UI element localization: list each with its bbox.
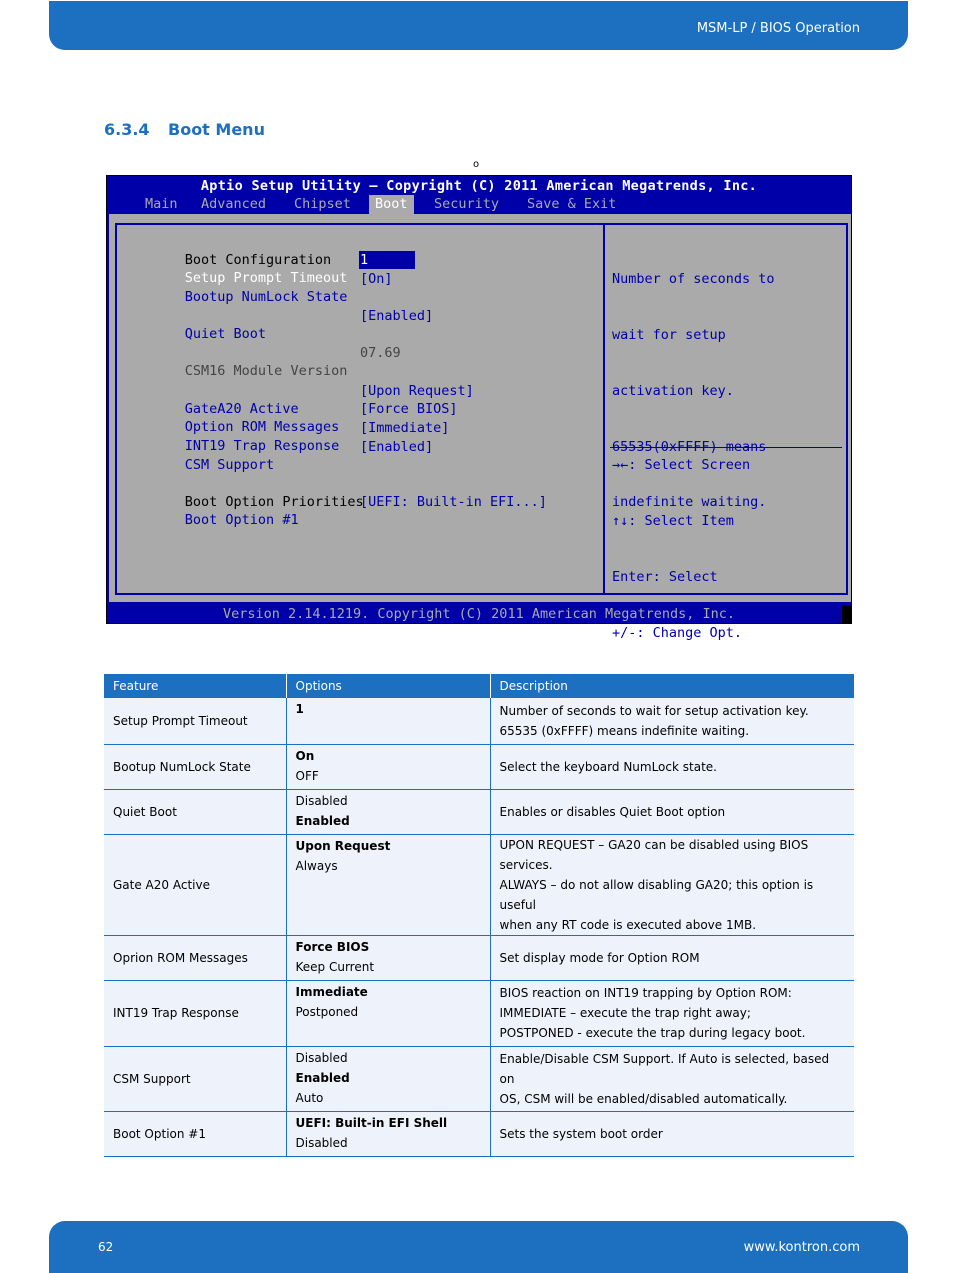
option-value: Enabled: [295, 1070, 350, 1085]
table-row: [104, 1111, 854, 1156]
option-value: Keep Current: [295, 959, 375, 974]
option-value: Always: [295, 858, 338, 873]
bios-tab-security[interactable]: Security: [434, 196, 500, 212]
description-cell: [490, 935, 854, 980]
description-line: when any RT code is executed above 1MB.: [499, 917, 757, 932]
section-number: 6.3.4: [104, 120, 150, 139]
description-line: ALWAYS – do not allow disabling GA20; this option is useful: [499, 877, 814, 912]
description-line: BIOS reaction on INT19 trapping by Option ROM:: [499, 986, 792, 1000]
option-value: Force BIOS: [295, 939, 370, 954]
stray-mark: o: [473, 159, 480, 170]
help-line: indefinite waiting.: [612, 494, 767, 511]
options-cell: [286, 834, 490, 935]
feature-cell: Bootup NumLock State: [104, 744, 286, 789]
bios-label: CSM Support: [184, 457, 275, 473]
description-cell: [490, 698, 854, 744]
table-row: [104, 935, 854, 980]
bios-label: Boot Option #1: [184, 512, 299, 528]
description-line: Select the keyboard NumLock state.: [499, 759, 717, 774]
key-hint: +/-: Change Opt.: [612, 624, 743, 641]
header-feature: Feature: [104, 674, 286, 698]
options-cell: [286, 1111, 490, 1156]
option-value: Disabled: [295, 793, 348, 808]
bios-tab-advanced[interactable]: Advanced: [201, 196, 267, 212]
feature-cell: Oprion ROM Messages: [104, 935, 286, 980]
bios-value: 07.69: [360, 345, 401, 361]
table-row: [104, 744, 854, 789]
table-row: [104, 698, 854, 744]
table-row: [104, 789, 854, 834]
options-cell: [286, 698, 490, 744]
help-line: wait for setup: [612, 326, 726, 343]
bios-label: INT19 Trap Response: [184, 438, 340, 454]
options-cell: [286, 980, 490, 1046]
option-value: Immediate: [295, 984, 368, 999]
bios-title: Aptio Setup Utility – Copyright (C) 2011 American Megatrends, Inc.: [200, 178, 758, 194]
bios-label: CSM16 Module Version: [184, 363, 348, 379]
boot-menu-table: [104, 674, 854, 1157]
help-line: activation key.: [612, 382, 734, 399]
section-heading: [104, 120, 265, 139]
bios-value[interactable]: [Immediate]: [360, 420, 450, 436]
table-row: [104, 834, 854, 935]
bios-value[interactable]: [Force BIOS]: [360, 401, 458, 417]
feature-cell: Gate A20 Active: [104, 834, 286, 935]
key-hint: →←: Select Screen: [612, 457, 751, 474]
bios-screenshot: [106, 175, 852, 641]
description-line: Enable/Disable CSM Support. If Auto is selected, based on: [499, 1051, 830, 1086]
feature-cell: Boot Option #1: [104, 1111, 286, 1156]
feature-cell: CSM Support: [104, 1046, 286, 1111]
option-value: 1: [295, 702, 304, 716]
bios-row-boot-option-1[interactable]: [136, 493, 547, 528]
description-line: OS, CSM will be enabled/disabled automatically.: [499, 1091, 788, 1106]
bios-tab-chipset[interactable]: Chipset: [294, 196, 351, 212]
options-cell: [286, 1046, 490, 1111]
bios-tab-save-exit[interactable]: Save & Exit: [527, 196, 617, 212]
description-line: 65535 (0xFFFF) means indefinite waiting.: [499, 723, 750, 738]
description-cell: [490, 1046, 854, 1111]
bios-value[interactable]: [UEFI: Built-in EFI...]: [360, 494, 547, 510]
option-value: Auto: [295, 1090, 324, 1105]
bios-status-edge: [842, 605, 851, 624]
description-line: POSTPONED - execute the trap during legacy boot.: [499, 1026, 806, 1040]
bios-tab-main[interactable]: Main: [145, 196, 178, 212]
bios-row-quiet-boot[interactable]: [136, 307, 434, 342]
table-row: [104, 1046, 854, 1111]
section-title: Boot Menu: [168, 120, 265, 139]
description-line: Set display mode for Option ROM: [499, 950, 700, 965]
bios-row-csm16-version: [136, 344, 401, 379]
bios-label: Setup Prompt Timeout: [184, 270, 348, 286]
option-value: On: [295, 748, 315, 763]
description-line: Sets the system boot order: [499, 1126, 663, 1141]
bios-label: GateA20 Active: [184, 401, 299, 417]
bios-value[interactable]: [On]: [360, 271, 393, 287]
bios-group-label: Boot Option Priorities: [184, 494, 364, 510]
option-value: Postponed: [295, 1004, 359, 1019]
bios-label: Option ROM Messages: [184, 419, 340, 435]
bios-label: Bootup NumLock State: [184, 289, 348, 305]
feature-cell: Quiet Boot: [104, 789, 286, 834]
bios-row-bootup-numlock[interactable]: [136, 270, 393, 305]
option-value: Enabled: [295, 813, 350, 828]
description-cell: [490, 1111, 854, 1156]
description-line: Number of seconds to wait for setup activation key.: [499, 703, 809, 718]
description-line: IMMEDIATE – execute the trap right away;: [499, 1006, 751, 1020]
page-number: 62: [98, 1240, 114, 1254]
footer-bar: [49, 1221, 908, 1273]
bios-value[interactable]: [Enabled]: [360, 308, 434, 324]
options-cell: [286, 935, 490, 980]
bios-row-boot-option-priorities: [136, 475, 364, 510]
bios-value[interactable]: [Upon Request]: [360, 383, 474, 399]
options-cell: [286, 789, 490, 834]
description-line: Enables or disables Quiet Boot option: [499, 804, 726, 819]
description-cell: [490, 789, 854, 834]
feature-cell: Setup Prompt Timeout: [104, 698, 286, 744]
header-description: Description: [490, 674, 854, 698]
bios-status-bar: Version 2.14.1219. Copyright (C) 2011 American Megatrends, Inc.: [222, 606, 736, 622]
description-line: UPON REQUEST – GA20 can be disabled using BIOS services.: [499, 837, 809, 872]
key-hint: ↑↓: Select Item: [612, 512, 734, 529]
help-line: 65535(0xFFFF) means: [612, 438, 767, 455]
bios-row-csm-support[interactable]: [136, 438, 434, 473]
bios-group-label: Boot Configuration: [184, 252, 332, 268]
feature-cell: INT19 Trap Response: [104, 980, 286, 1046]
option-value: Upon Request: [295, 838, 391, 853]
description-cell: [490, 834, 854, 935]
option-value: OFF: [295, 768, 319, 783]
table-header-row: [104, 674, 854, 698]
key-hint: Enter: Select: [612, 568, 718, 585]
options-cell: [286, 744, 490, 789]
header-options: Options: [286, 674, 490, 698]
bios-row-boot-configuration: [136, 233, 332, 268]
description-cell: [490, 980, 854, 1046]
description-cell: [490, 744, 854, 789]
bios-label: Quiet Boot: [184, 326, 267, 342]
bios-row-setup-prompt-timeout[interactable]: [136, 251, 369, 286]
bios-divider: [603, 223, 605, 595]
bios-tab-boot[interactable]: Boot: [369, 195, 414, 214]
option-value: Disabled: [295, 1135, 348, 1150]
header-title: MSM-LP / BIOS Operation: [696, 21, 860, 36]
help-line: Number of seconds to: [612, 271, 775, 288]
table-row: [104, 980, 854, 1046]
bios-tab-bar: [107, 195, 851, 214]
bios-value[interactable]: [Enabled]: [360, 439, 434, 455]
option-value: Disabled: [295, 1050, 348, 1065]
option-value: UEFI: Built-in EFI Shell: [295, 1115, 448, 1130]
bios-value-input[interactable]: 1: [359, 251, 415, 269]
header-bar: [49, 1, 908, 50]
footer-url[interactable]: www.kontron.com: [743, 1240, 860, 1255]
